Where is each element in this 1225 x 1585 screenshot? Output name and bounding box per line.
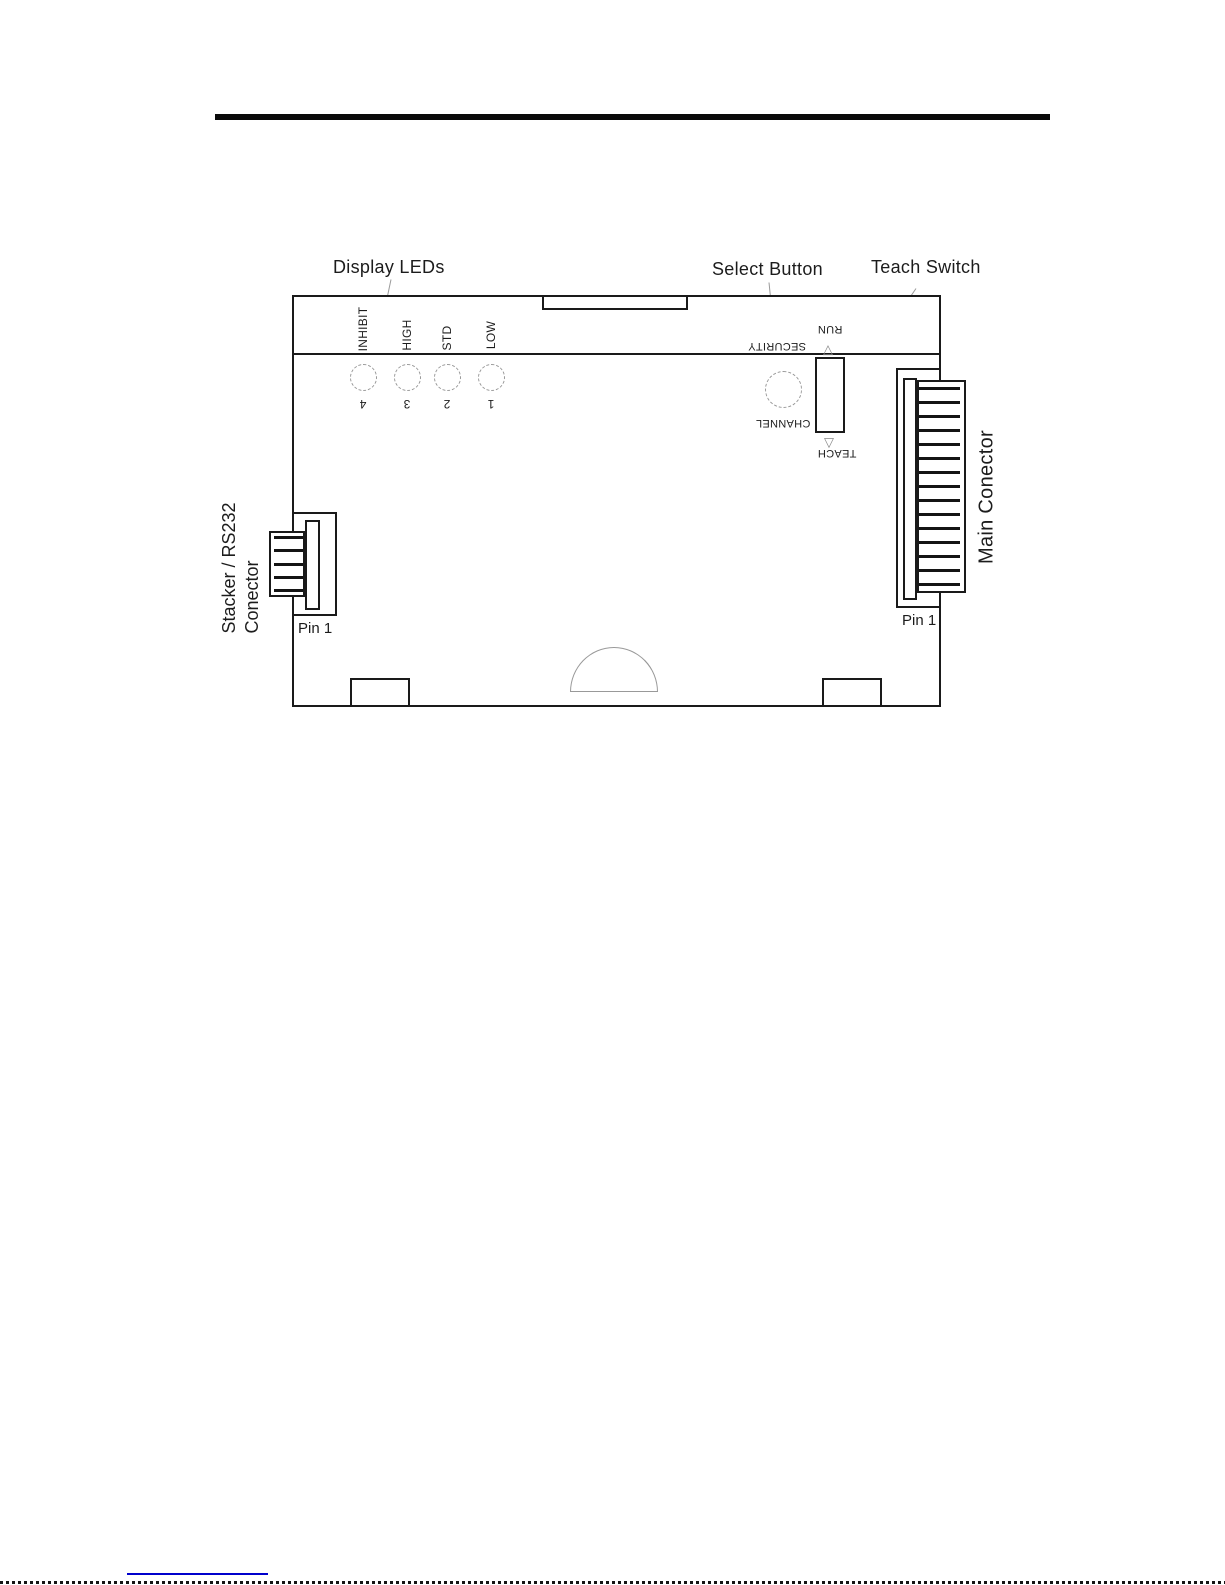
connector-pin [919, 527, 960, 530]
main-connector-pins [917, 380, 966, 593]
led-number-3: 3 [403, 397, 411, 411]
teach-switch-callout: Teach Switch [871, 257, 981, 277]
connector-pin [919, 471, 960, 474]
connector-pin [919, 541, 960, 544]
connector-pin [274, 576, 303, 579]
connector-pin [919, 401, 960, 404]
main-connector-label: Main Conector [975, 430, 998, 564]
led-std [434, 364, 461, 391]
connector-pin [919, 499, 960, 502]
connector-pin [919, 555, 960, 558]
stacker-connector-pin1-label: Pin 1 [298, 620, 333, 637]
select-button[interactable] [765, 371, 802, 408]
teach-label: TEACH [817, 447, 857, 459]
connector-pin [919, 583, 960, 586]
teach-switch[interactable] [815, 357, 845, 433]
led-label-inhibit: INHIBIT [356, 306, 370, 352]
connector-pin [274, 563, 303, 566]
led-label-std: STD [440, 325, 454, 351]
mounting-notch-right [822, 678, 882, 707]
main-connector-body [903, 378, 917, 600]
led-number-2: 2 [443, 397, 451, 411]
board-top-slot [542, 295, 688, 310]
connector-pin [274, 589, 303, 592]
connector-pin [919, 443, 960, 446]
stacker-connector-label-line1: Stacker / RS232 [219, 502, 239, 634]
security-label: SECURITY [747, 340, 807, 352]
led-label-high: HIGH [400, 319, 414, 351]
board-top-divider-line [292, 353, 941, 355]
led-number-4: 4 [359, 397, 367, 411]
led-high [394, 364, 421, 391]
connector-pin [919, 387, 960, 390]
run-label: RUN [817, 323, 843, 335]
led-number-1: 1 [487, 397, 495, 411]
header-rule [215, 114, 1050, 120]
led-low [478, 364, 505, 391]
footer-link-underline[interactable] [127, 1573, 268, 1575]
connector-pin [919, 457, 960, 460]
led-label-low: LOW [484, 320, 498, 350]
led-inhibit [350, 364, 377, 391]
display-leds-callout: Display LEDs [333, 257, 445, 277]
footer-dashed-rule [0, 1581, 1225, 1584]
select-button-callout: Select Button [712, 259, 823, 279]
connector-pin [919, 415, 960, 418]
connector-pin [919, 513, 960, 516]
channel-label: CHANNEL [755, 417, 811, 429]
stacker-connector-label [218, 502, 264, 633]
triangle-down-icon: ▽ [824, 434, 834, 450]
stacker-connector-body [305, 520, 320, 610]
stacker-connector-pins [269, 531, 305, 597]
connector-pin [919, 569, 960, 572]
main-connector-pin1-label: Pin 1 [902, 612, 937, 629]
triangle-up-icon: △ [823, 341, 833, 357]
connector-pin [919, 485, 960, 488]
connector-pin [919, 429, 960, 432]
mounting-notch-left [350, 678, 410, 707]
connector-pin [274, 549, 303, 552]
connector-pin [274, 536, 303, 539]
stacker-connector-label-line2: Conector [242, 560, 262, 634]
